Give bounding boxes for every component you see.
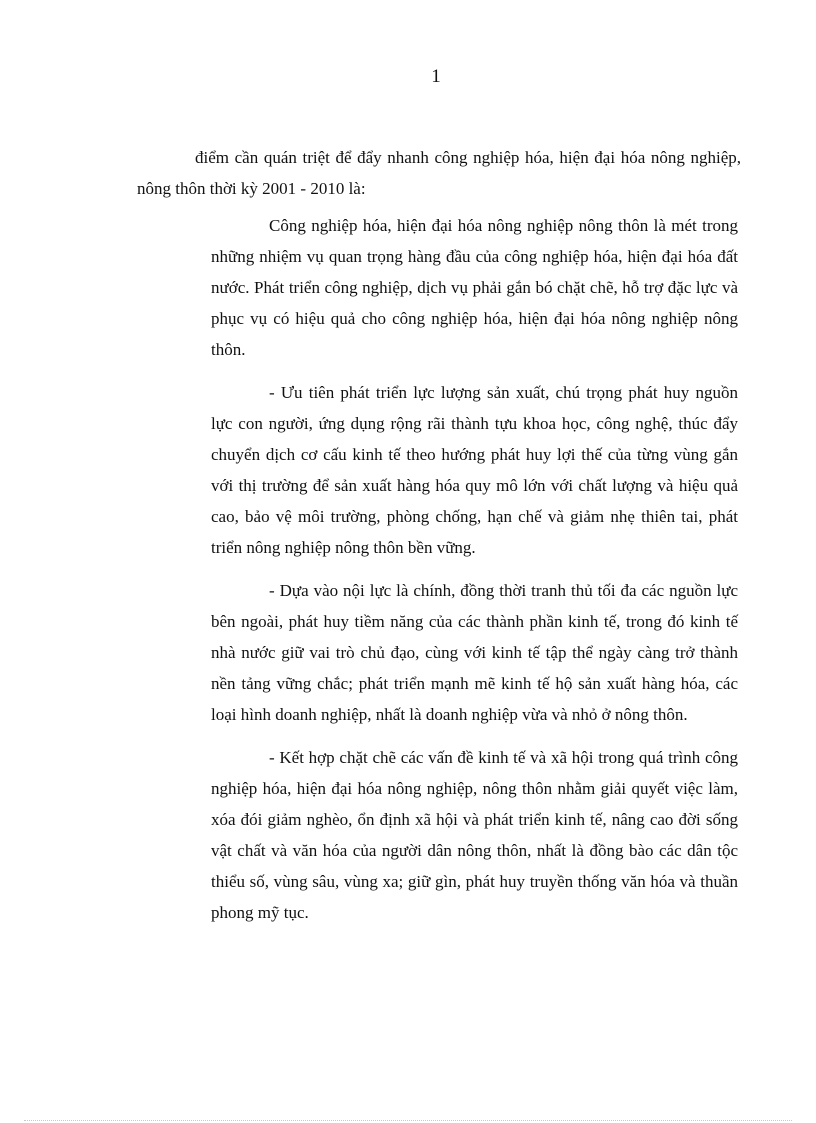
intro-paragraph: điểm cần quán triệt để đẩy nhanh công nghiệp hóa, hiện đại hóa nông nghiệp, nông thôn thời kỳ 2001 - 2010 là:	[137, 148, 741, 198]
quote-paragraph-2: - Ưu tiên phát triển lực lượng sản xuất, chú trọng phát huy nguồn lực con người, ứng dụng rộng rãi thành tựu khoa học, công nghệ, thúc đẩy chuyển dịch cơ cấu kinh tế theo hướng phát huy lợi thế của từng vùng gắn với thị trường để sản xuất hàng hóa quy mô lớn với chất lượng và hiệu quả cao, bảo vệ môi trường, phòng chống, hạn chế và giảm nhẹ thiên tai, phát triển nông nghiệp nông thôn bền vững.	[211, 383, 738, 557]
page-number: 1	[431, 66, 441, 87]
quote-paragraph-1: Công nghiệp hóa, hiện đại hóa nông nghiệp nông thôn là mét trong những nhiệm vụ quan trọng hàng đầu của công nghiệp hóa, hiện đại hóa đất nước. Phát triển công nghiệp, dịch vụ phải gắn bó chặt chẽ, hỗ trợ đặc lực và phục vụ có hiệu quả cho công nghiệp hóa, hiện đại hóa nông nghiệp nông thôn.	[211, 216, 738, 359]
quote-paragraph-3: - Dựa vào nội lực là chính, đồng thời tranh thủ tối đa các nguồn lực bên ngoài, phát huy tiềm năng của các thành phần kinh tế, trong đó kinh tế nhà nước giữ vai trò chủ đạo, cùng với kinh tế tập thể ngày càng trở thành nền tảng vững chắc; phát triển mạnh mẽ kinh tế hộ sản xuất hàng hóa, các loại hình doanh nghiệp, nhất là doanh nghiệp vừa và nhỏ ở nông thôn.	[211, 581, 738, 724]
quote-paragraph-4: - Kết hợp chặt chẽ các vấn đề kinh tế và xã hội trong quá trình công nghiệp hóa, hiện đại hóa nông nghiệp, nông thôn nhằm giải quyết việc làm, xóa đói giảm nghèo, ổn định xã hội và phát triển kinh tế, nâng cao đời sống vật chất và văn hóa của người dân nông thôn, nhất là đồng bào các dân tộc thiểu số, vùng sâu, vùng xa; giữ gìn, phát huy truyền thống văn hóa và thuần phong mỹ tục.	[211, 748, 738, 922]
page-bottom-divider	[24, 1120, 792, 1121]
quoted-text-block	[211, 210, 738, 940]
